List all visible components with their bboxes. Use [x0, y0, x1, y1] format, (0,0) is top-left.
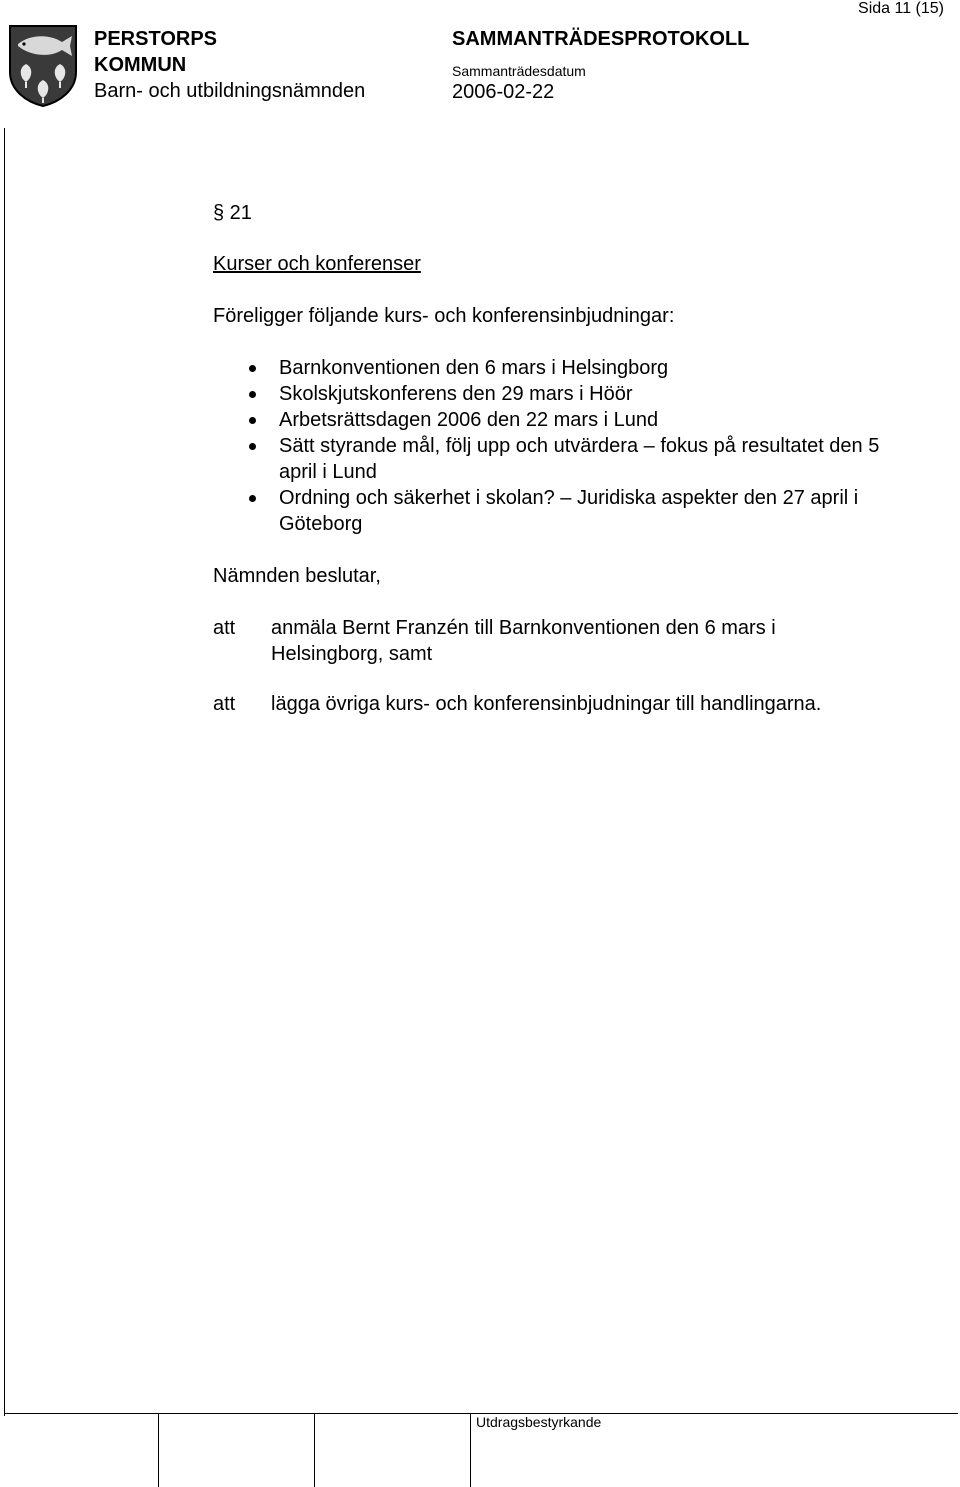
section-intro: Föreligger följande kurs- och konferensinbjudningar: [213, 305, 675, 327]
bullet-icon [249, 495, 256, 502]
municipality-coat-of-arms [8, 24, 78, 108]
list-item [213, 485, 933, 537]
signature-box-divider [158, 1413, 159, 1487]
list-item [213, 433, 933, 485]
meeting-date: 2006-02-22 [452, 81, 555, 103]
page-number: Sida 11 (15) [858, 0, 944, 17]
bullet-icon [249, 365, 256, 372]
section-title: Kurser och konferenser [213, 253, 421, 275]
invitation-list [213, 355, 933, 537]
org-name-line1: PERSTORPS [94, 28, 217, 50]
list-item [213, 355, 933, 381]
bullet-icon [249, 443, 256, 450]
decision-keyword: att [213, 693, 236, 715]
decision-keyword: att [213, 617, 236, 639]
signature-box-divider [470, 1413, 471, 1487]
list-item-text: Barnkonventionen den 6 mars i Helsingborg [279, 357, 669, 379]
list-item [213, 381, 933, 407]
certification-label: Utdragsbestyrkande [476, 1414, 602, 1430]
decision-item [213, 615, 853, 667]
decision-intro: Nämnden beslutar, [213, 565, 381, 587]
list-item-text: Ordning och säkerhet i skolan? – Juridiska aspekter den 27 april i Göteborg [279, 487, 859, 535]
meeting-date-label: Sammanträdesdatum [452, 63, 586, 79]
decision-text: anmäla Bernt Franzén till Barnkonventionen den 6 mars i Helsingborg, samt [271, 617, 776, 665]
department-name: Barn- och utbildningsnämnden [94, 80, 366, 102]
decision-item [213, 691, 933, 717]
bullet-icon [249, 391, 256, 398]
list-item [213, 407, 933, 433]
document-type: SAMMANTRÄDESPROTOKOLL [452, 28, 750, 50]
list-item-text: Sätt styrande mål, följ upp och utvärdera – fokus på resultatet den 5 april i Lund [279, 435, 880, 483]
list-item-text: Arbetsrättsdagen 2006 den 22 mars i Lund [279, 409, 659, 431]
section-number: § 21 [213, 202, 252, 224]
org-name-line2: KOMMUN [94, 54, 187, 76]
list-item-text: Skolskjutskonferens den 29 mars i Höör [279, 383, 633, 405]
bullet-icon [249, 417, 256, 424]
left-margin-rule [4, 128, 5, 1416]
decision-text: lägga övriga kurs- och konferensinbjudningar till handlingarna. [271, 693, 822, 715]
signature-box-divider [314, 1413, 315, 1487]
